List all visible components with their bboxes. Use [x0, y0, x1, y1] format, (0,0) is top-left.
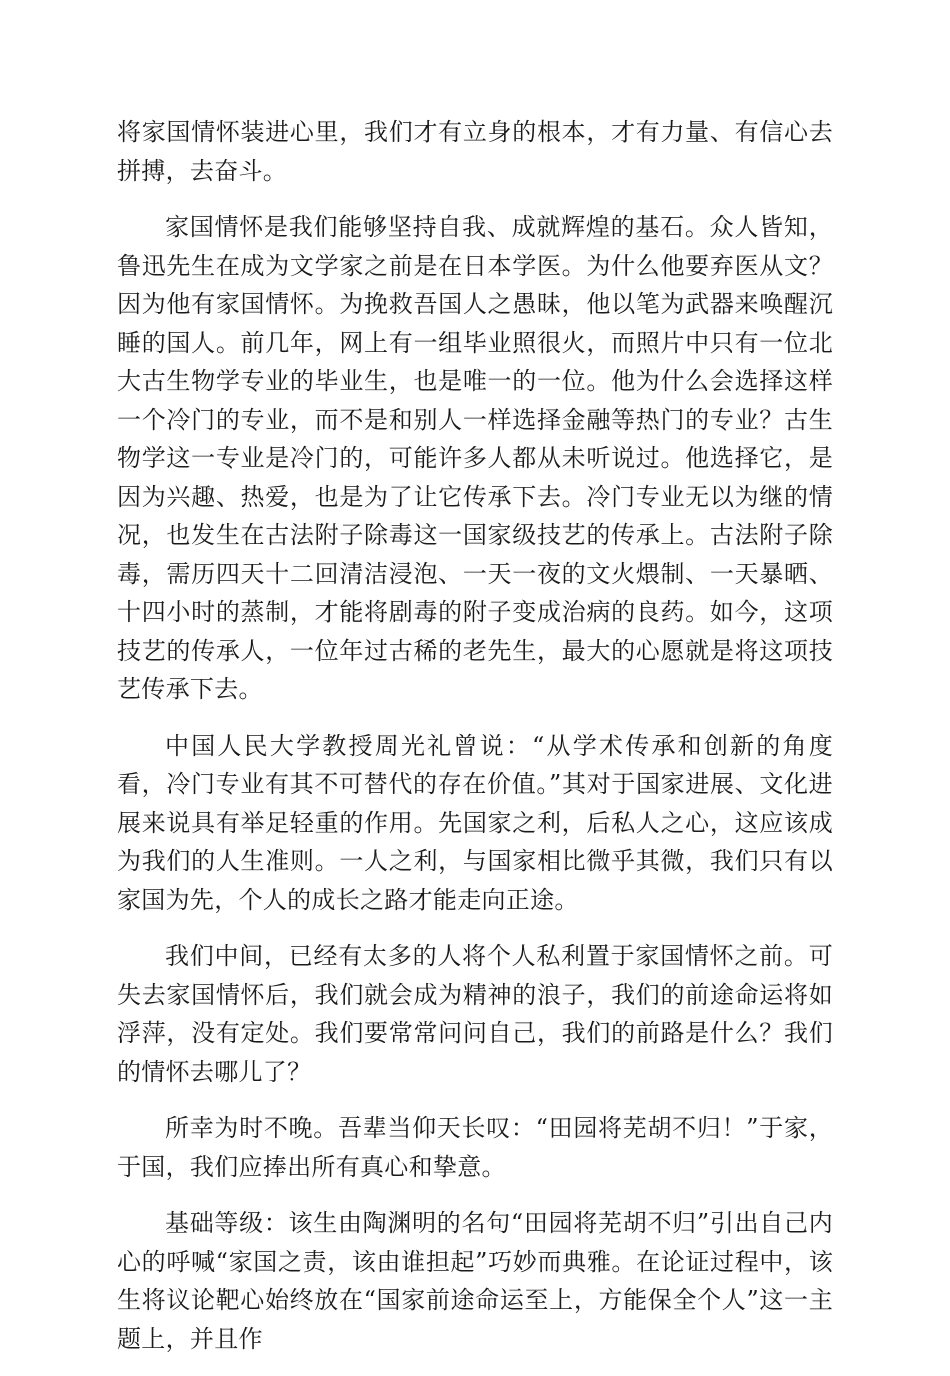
paragraph-quote-professor: 中国人民大学教授周光礼曾说：“从学术传承和创新的角度看，冷门专业有其不可替代的存在价值。”其对于国家进展、文化进展来说具有举足轻重的作用。先国家之利，后私人之心，这应该成为我们的人生准则。一人之利，与国家相比微乎其微，我们只有以家国为先，个人的成长之路才能走向正途。 — [117, 731, 833, 914]
paragraph-foundation: 家国情怀是我们能够坚持自我、成就辉煌的基石。众人皆知，鲁迅先生在成为文学家之前是在日本学医。为什么他要弃医从文？因为他有家国情怀。为挽救吾国人之愚昧，他以笔为武器来唤醒沉睡的国人。前几年，网上有一组毕业照很火，而照片中只有一位北大古生物学专业的毕业生，也是唯一的一位。他为什么会选择这样一个冷门的专业，而不是和别人一样选择金融等热门的专业？古生物学这一专业是冷门的，可能许多人都从未听说过。他选择它，是因为兴趣、热爱，也是为了让它传承下去。冷门专业无以为继的情况，也发生在古法附子除毒这一国家级技艺的传承上。古法附子除毒，需历四天十二回清洁浸泡、一天一夜的文火煨制、一天暴晒、十四小时的蒸制，才能将剧毒的附子变成治病的良药。如今，这项技艺的传承人，一位年过古稀的老先生，最大的心愿就是将这项技艺传承下去。 — [117, 213, 833, 703]
paragraph-reflection: 我们中间，已经有太多的人将个人私利置于家国情怀之前。可失去家国情怀后，我们就会成为精神的浪子，我们的前途命运将如浮萍，没有定处。我们要常常问问自己，我们的前路是什么？我们的情怀去哪儿了？ — [117, 942, 833, 1086]
paragraph-evaluation: 基础等级：该生由陶渊明的名句“田园将芜胡不归”引出自己内心的呼喊“家国之责，该由谁担起”巧妙而典雅。在论证过程中，该生将议论靶心始终放在“国家前途命运至上，方能保全个人”这一主题上，并且作 — [117, 1209, 833, 1353]
paragraph-continuation: 将家国情怀装进心里，我们才有立身的根本，才有力量、有信心去拼搏，去奋斗。 — [117, 118, 833, 185]
essay-body — [117, 113, 833, 1376]
paragraph-conclusion: 所幸为时不晚。吾辈当仰天长叹：“田园将芜胡不归！”于家，于国，我们应捧出所有真心和挚意。 — [117, 1114, 833, 1181]
